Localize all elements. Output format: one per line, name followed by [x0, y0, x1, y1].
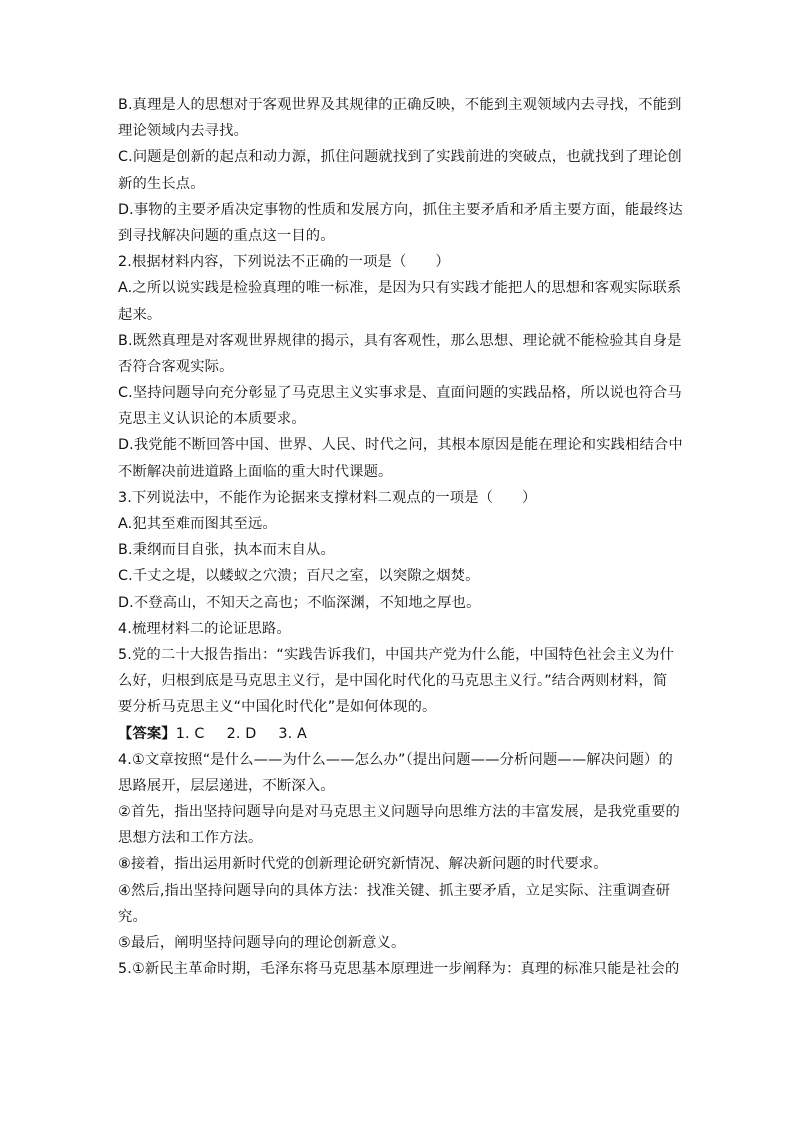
- text-line: B.秉纲而目自张，执本而末自从。: [118, 542, 335, 559]
- text-line: ⑧接着，指出运用新时代党的创新理论研究新情况、解决新问题的时代要求。: [118, 856, 608, 873]
- text-line: 要分析马克思主义“中国化时代化”是如何体现的。: [118, 699, 437, 716]
- text-line: 新的生长点。: [118, 175, 205, 192]
- answer-item: 3. A: [278, 725, 307, 742]
- text-line: C.千丈之堤，以蝼蚁之穴溃；百尺之室，以突隙之烟焚。: [118, 568, 480, 585]
- answer-item: 2. D: [226, 725, 257, 742]
- text-line: B.真理是人的思想对于客观世界及其规律的正确反映，不能到主观领域内去寻找，不能到: [118, 97, 682, 113]
- text-line: 不断解决前进道路上面临的重大时代课题。: [118, 463, 393, 480]
- text-line: 否符合客观实际。: [118, 358, 234, 375]
- text-line: 思路展开，层层递进，不断深入。: [118, 777, 335, 794]
- document-body: [118, 92, 683, 982]
- text-line: 5.①新民主革命时期，毛泽东将马克思基本原理进一步阐释为：真理的标准只能是社会的: [118, 961, 680, 978]
- question-3-stem: 3.下列说法中，不能作为论据来支撑材料二观点的一项是（ ）: [118, 489, 537, 506]
- text-line: 究。: [118, 908, 147, 925]
- text-line: 么好，归根到底是马克思主义行，是中国化时代化的马克思主义行。”结合两则材料，简: [118, 673, 668, 690]
- text-line: C.坚持问题导向充分彰显了马克思主义实事求是、直面问题的实践品格，所以说也符合马: [118, 385, 682, 402]
- text-line: A.之所以说实践是检验真理的唯一标准，是因为只有实践才能把人的思想和客观实际联系: [118, 280, 682, 297]
- text-line: ④然后,指出坚持问题导向的具体方法：找准关键、抓主要矛盾，立足实际、注重调查研: [118, 882, 671, 899]
- answer-item: 1. C: [175, 725, 205, 742]
- text-line: 克思主义认识论的本质要求。: [118, 411, 306, 428]
- text-line: ②首先，指出坚持问题导向是对马克思主义问题导向思维方法的丰富发展，是我党重要的: [118, 804, 680, 821]
- question-4-stem: 4.梳理材料二的论证思路。: [118, 620, 291, 637]
- answer-label: 【答案】: [118, 725, 176, 742]
- text-line: A.犯其至难而图其至远。: [118, 516, 277, 532]
- answer-line: [118, 721, 680, 747]
- text-line: 起来。: [118, 306, 162, 323]
- text-line: ⑤最后，阐明坚持问题导向的理论创新意义。: [118, 935, 406, 951]
- text-line: D.不登高山，不知天之高也；不临深渊，不知地之厚也。: [118, 594, 481, 611]
- text-line: D.我党能不断回答中国、世界、人民、时代之问，其根本原因是能在理论和实践相结合中: [118, 437, 683, 454]
- text-line: 思想方法和工作方法。: [118, 830, 263, 847]
- text-line: D.事物的主要矛盾决定事物的性质和发展方向，抓住主要矛盾和矛盾主要方面，能最终达: [118, 201, 683, 218]
- question-2-stem: 2.根据材料内容，下列说法不正确的一项是（ ）: [118, 254, 450, 271]
- text-line: 理论领域内去寻找。: [118, 123, 249, 140]
- text-line: C.问题是创新的起点和动力源，抓住问题就找到了实践前进的突破点，也就找到了理论创: [118, 149, 682, 166]
- text-line: 4.①文章按照“是什么——为什么——怎么办”（提出问题——分析问题——解决问题）的: [118, 751, 673, 768]
- text-line: 到寻找解决问题的重点这一目的。: [118, 227, 335, 244]
- question-5-stem: 5.党的二十大报告指出：“实践告诉我们，中国共产党为什么能，中国特色社会主义为什: [118, 646, 675, 663]
- text-line: B.既然真理是对客观世界规律的揭示，具有客观性，那么思想、理论就不能检验其自身是: [118, 332, 682, 349]
